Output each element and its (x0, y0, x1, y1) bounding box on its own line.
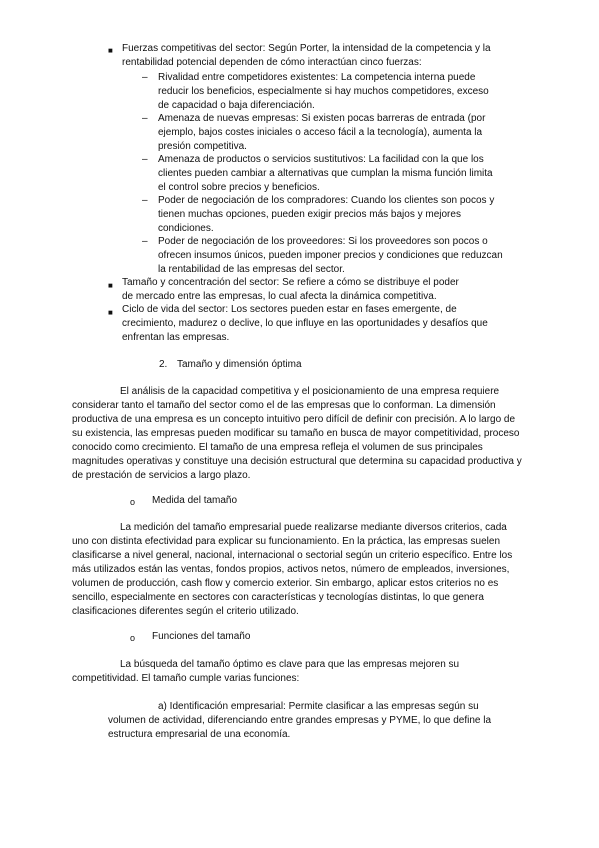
medida-paragraph: La medición del tamaño empresarial puede realizarse mediante diversos criterios, cada uno con distinta efectividad para explicar su funcionamiento. En la práctica, las empresas suelen clasificarse a nivel general, nacional, internacional o sectorial según un criterio específico. Entre los más utilizados están las ventas, fondos propios, activos netos, número de empleados, inversiones, volumen de producción, cash flow y comercio exterior. Sin embargo, aplicar estos criterios no es sencillo, especialmente en sectores con características y tecnologías distintas, lo que genera clasificaciones diferentes según el criterio utilizado. (72, 522, 513, 617)
bullet-tamano-concentracion: Tamaño y concentración del sector: Se refiere a cómo se distribuye el poder de mercado entre las empresas, lo cual afecta la dinámica competitiva. (122, 277, 459, 302)
bullet-marker: ■ (108, 46, 113, 55)
subitem-nuevas-empresas: Amenaza de nuevas empresas: Si existen pocas barreras de entrada (por ejemplo, bajos costes iniciales o acceso fácil a la tecnología), aumenta la presión competitiva. (158, 113, 486, 152)
circle-marker: o (130, 633, 136, 643)
subsection-funciones-title: Funciones del tamaño (152, 631, 251, 642)
item-a-first-line: a) Identificación empresarial: Permite clasificar a las empresas según su (158, 701, 479, 712)
circle-marker: o (130, 497, 136, 507)
subitem-compradores: Poder de negociación de los compradores: Cuando los clientes son pocos y tienen muchas opciones, pueden exigir precios más bajos y mejores condiciones. (158, 195, 495, 234)
dash-marker: – (142, 195, 148, 206)
dash-marker: – (142, 236, 148, 247)
bullet-marker: ■ (108, 308, 113, 317)
subitem-rivalidad: Rivalidad entre competidores existentes: La competencia interna puede reducir los beneficios, especialmente si hay muchos competidores, exceso de capacidad o baja diferenciación. (158, 72, 489, 111)
bullet-marker: ■ (108, 281, 113, 290)
dash-marker: – (142, 154, 148, 165)
bullet-ciclo-de-vida: Ciclo de vida del sector: Los sectores pueden estar en fases emergente, de crecimiento, madurez o declive, lo que influye en las oportunidades y desafíos que enfrentan las empresas. (122, 304, 488, 343)
subitem-sustitutivos: Amenaza de productos o servicios sustitutivos: La facilidad con la que los clientes pueden cambiar a alternativas que cumplan la misma función limita el control sobre precios y beneficios. (158, 154, 493, 193)
subitem-proveedores: Poder de negociación de los proveedores: Si los proveedores son pocos o ofrecen insumos únicos, pueden imponer precios y condiciones que reduzcan la rentabilidad de las empresas del sector. (158, 236, 503, 275)
funciones-paragraph: La búsqueda del tamaño óptimo es clave para que las empresas mejoren su competitividad. El tamaño cumple varias funciones: (72, 659, 460, 684)
dash-marker: – (142, 72, 148, 83)
section-number: 2. (159, 359, 168, 370)
dash-marker: – (142, 113, 148, 124)
section-2-paragraph: El análisis de la capacidad competitiva y el posicionamiento de una empresa requiere considerar tanto el tamaño del sector como el de las empresas que lo conforman. La dimensión productiva de una empresa es un concepto intuitivo pero difícil de definir con precisión. A lo largo de su existencia, las empresas pueden modificar su tamaño en busca de mayor competitividad, proceso conocido como crecimiento. El tamaño de una empresa refleja el volumen de sus principales magnitudes operativas y constituye una decisión estructural que determina su capacidad productiva y de prestación de servicios a largo plazo. (72, 386, 522, 481)
section-title: Tamaño y dimensión óptima (177, 359, 302, 370)
subsection-medida-title: Medida del tamaño (152, 495, 238, 506)
item-a-continuation: volumen de actividad, diferenciando entre grandes empresas y PYME, lo que define la estructura empresarial de una economía. (108, 715, 492, 740)
bullet-fuerzas-competitivas: Fuerzas competitivas del sector: Según Porter, la intensidad de la competencia y la rentabilidad potencial dependen de cómo interactúan cinco fuerzas: (122, 43, 491, 68)
